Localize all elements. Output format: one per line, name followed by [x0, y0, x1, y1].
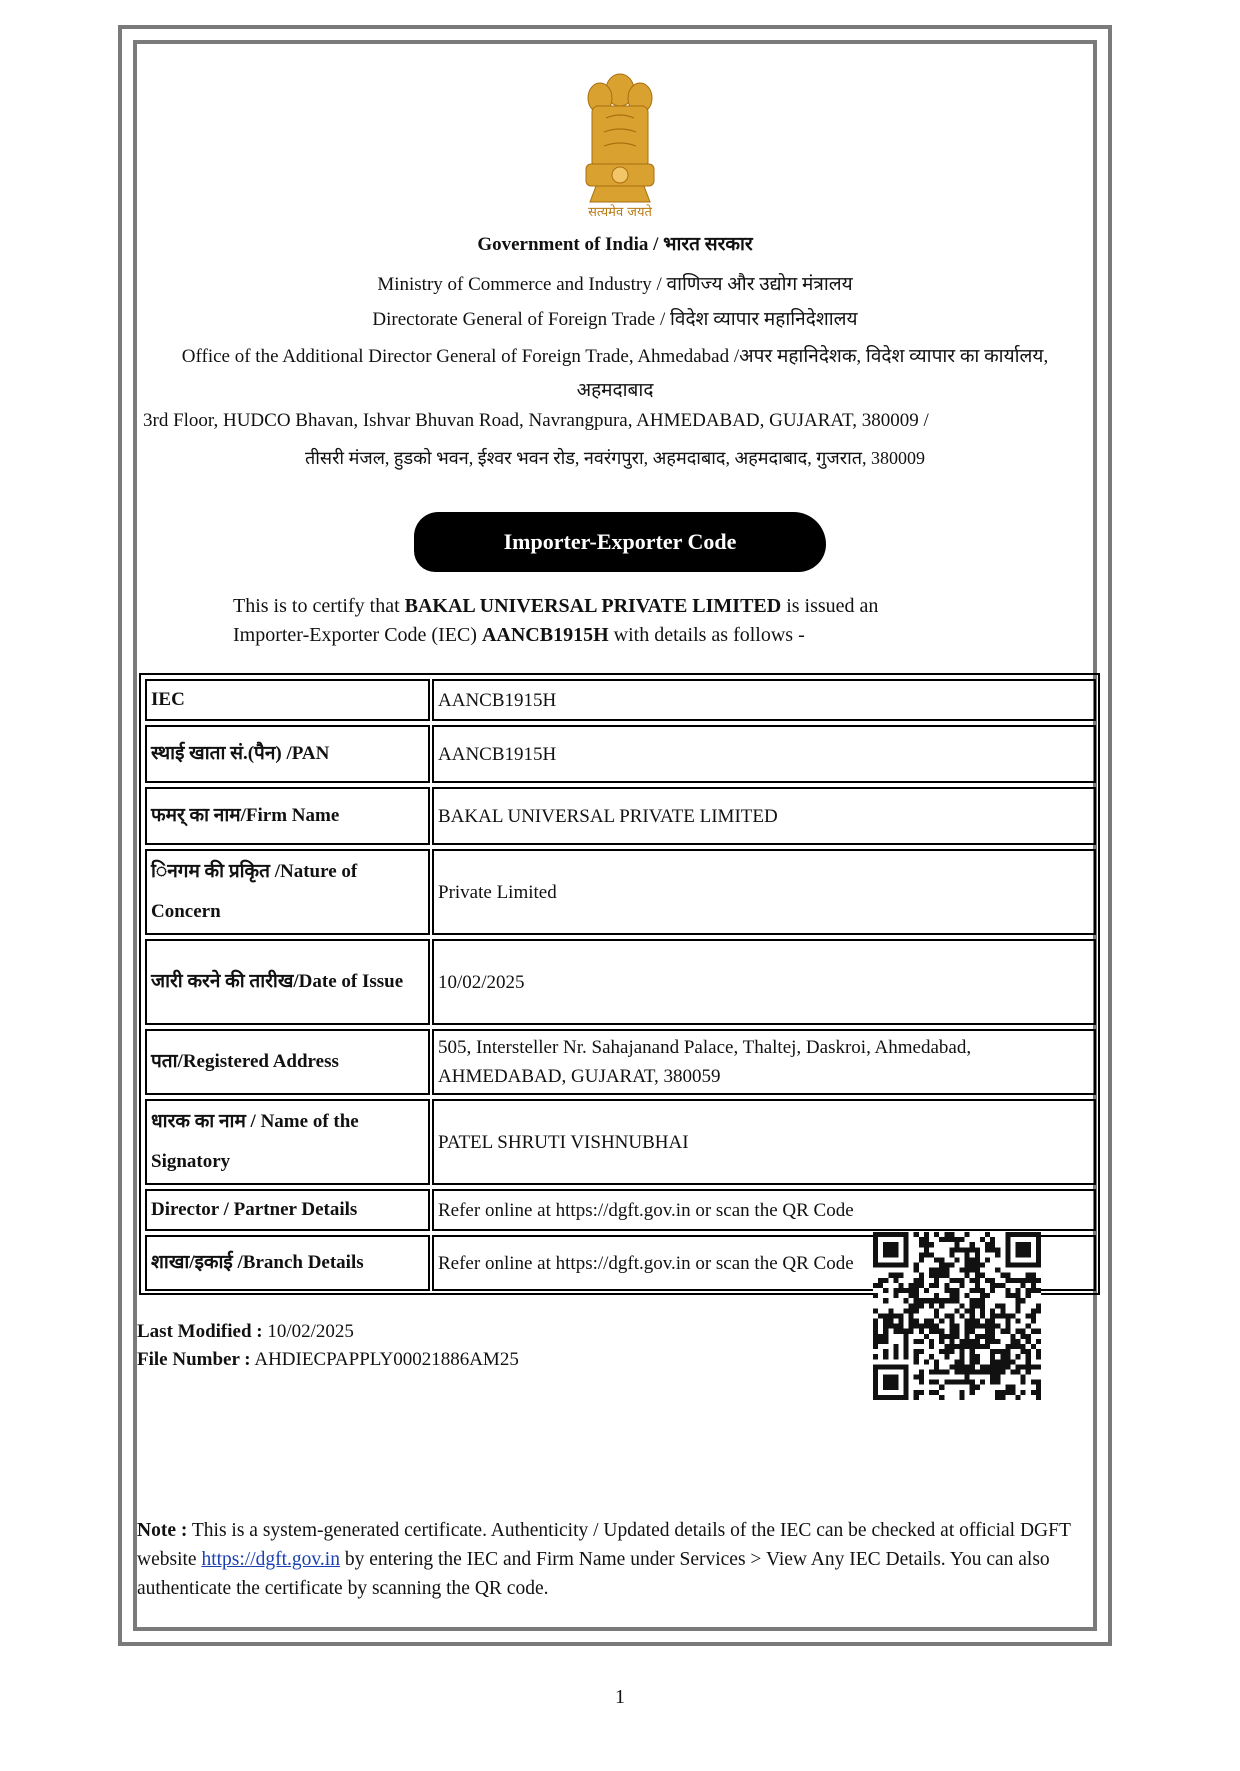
office-address-hindi: तीसरी मंजल, हुडको भवन, ईश्वर भवन रोड, नवरंगपुरा, अहमदाबाद, अहमदाबाद, गुजरात, 380009 [304, 448, 926, 468]
value-director-partner-details: Refer online at https://dgft.gov.in or scan the QR Code [432, 1189, 1096, 1231]
last-modified: Last Modified : 10/02/2025 [137, 1321, 354, 1342]
file-number: File Number : AHDIECPAPPLY00021886AM25 [137, 1349, 519, 1370]
ministry-line: Ministry of Commerce and Industry / वाणिज्य और उद्योग मंत्रालय [377, 274, 853, 295]
office-address-english: 3rd Floor, HUDCO Bhavan, Ishvar Bhuvan Road, Navrangpura, AHMEDABAD, GUJARAT, 380009 / [143, 410, 929, 431]
page-number: 1 [615, 1686, 625, 1708]
dgft-website-link[interactable]: https://dgft.gov.in [201, 1549, 340, 1570]
government-heading: Government of India / भारत सरकार [477, 234, 753, 255]
label-branch-details: शाखा/इकाई /Branch Details [145, 1235, 430, 1291]
label-date-of-issue: जारी करने की तारीख/Date of Issue [145, 939, 430, 1025]
directorate-line: Directorate General of Foreign Trade / विदेश व्यापार महानिदेशालय [372, 309, 858, 330]
label-iec: IEC [145, 679, 430, 721]
certificate-title: Importer-Exporter Code [414, 512, 826, 572]
certificate-note: Note : This is a system-generated certificate. Authenticity / Updated details of the IEC can be checked at official DGFT website https://dgft.gov.in by entering the IEC and Firm Name under Services > View Any IEC Details. You can also authenticate the certificate by scanning the QR code. [137, 1520, 1071, 1599]
details-table [139, 673, 1100, 1295]
national-emblem-icon [570, 68, 670, 218]
value-branch-details: Refer online at https://dgft.gov.in or scan the QR Code [432, 1235, 1096, 1291]
certified-iec-code: AANCB1915H [481, 624, 609, 646]
value-iec: AANCB1915H [432, 679, 1096, 721]
value-pan: AANCB1915H [432, 725, 1096, 783]
certified-firm-name: BAKAL UNIVERSAL PRIVATE LIMITED [404, 595, 782, 617]
value-nature-of-concern: Private Limited [432, 849, 1096, 935]
value-signatory-name: PATEL SHRUTI VISHNUBHAI [432, 1099, 1096, 1185]
label-signatory-name: धारक का नाम / Name of the Signatory [145, 1099, 430, 1185]
value-registered-address: 505, Intersteller Nr. Sahajanand Palace, Thaltej, Daskroi, Ahmedabad, AHMEDABAD, GUJARAT, 380059 [432, 1029, 1096, 1095]
label-nature-of-concern: िनगम की प्रकृित /Nature of Concern [145, 849, 430, 935]
value-date-of-issue: 10/02/2025 [432, 939, 1096, 1025]
certification-statement: This is to certify that BAKAL UNIVERSAL PRIVATE LIMITED is issued an Importer-Exporter Code (IEC) AANCB1915H with details as follows - [233, 595, 879, 646]
label-pan: स्थाई खाता सं.(पैन) /PAN [145, 725, 430, 783]
office-line: Office of the Additional Director General of Foreign Trade, Ahmedabad /अपर महानिदेशक, विदेश व्यापार का कार्यालय, अहमदाबाद [181, 346, 1049, 401]
label-firm-name: फमर् का नाम/Firm Name [145, 787, 430, 845]
qr-code-icon[interactable] [873, 1232, 1041, 1400]
value-firm-name: BAKAL UNIVERSAL PRIVATE LIMITED [432, 787, 1096, 845]
label-registered-address: पता/Registered Address [145, 1029, 430, 1095]
emblem-motto: सत्यमेव जयते [588, 205, 652, 218]
label-director-partner-details: Director / Partner Details [145, 1189, 430, 1231]
